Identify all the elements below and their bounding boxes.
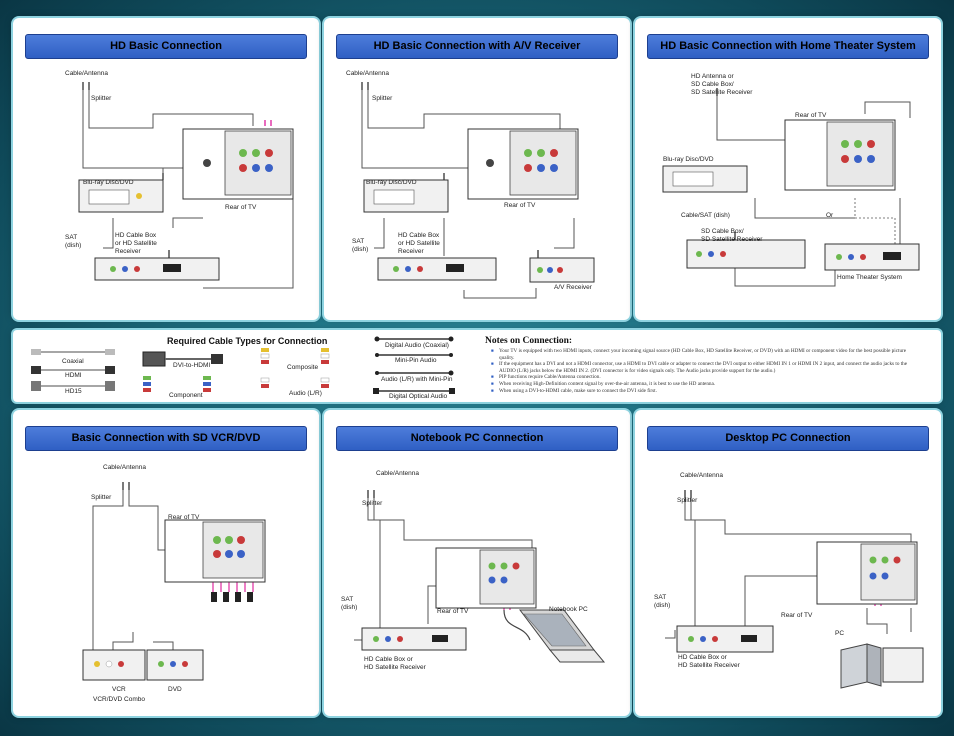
cable-component-label: Component <box>169 392 203 399</box>
panel-av-receiver <box>324 18 630 320</box>
cable-audio-lr-label: Audio (L/R) <box>289 390 322 397</box>
label-cable-sat: Cable/SAT (dish) <box>681 212 730 219</box>
cable-hd15-label: HD15 <box>65 388 82 395</box>
label-hd-antenna: HD Antenna or SD Cable Box/ SD Satellite Receiver <box>691 73 753 96</box>
label-splitter: Splitter <box>91 494 112 501</box>
cable-mini-pin-label: Mini-Pin Audio <box>395 357 437 364</box>
note-item: ■ PIP functions require Cable/Antenna connection. <box>491 374 921 381</box>
note-item: ■ Your TV is equipped with two HDMI inputs, connect your incoming signal source (HD Cable Box, HD Satellite Receiver, or DVD) with an HDMI or component video for the best possible picture quality. <box>491 348 921 361</box>
cable-digital-optical-label: Digital Optical Audio <box>389 393 448 400</box>
panel-title: HD Basic Connection with Home Theater System <box>647 34 929 59</box>
note-item: ■ When receiving High-Definition content signal by over-the-air antenna, it is best to use the HD antenna. <box>491 381 921 388</box>
panel-title: Notebook PC Connection <box>336 426 618 451</box>
hd-basic-diagram <box>13 18 319 320</box>
label-splitter: Splitter <box>362 500 383 507</box>
label-bluray: Blu-ray Disc/DVD <box>366 179 417 186</box>
panel-hd-basic <box>13 18 319 320</box>
pc-tower <box>841 644 867 688</box>
label-notebook: Notebook PC <box>549 606 588 613</box>
panel-home-theater <box>635 18 941 320</box>
panel-desktop-pc <box>635 410 941 716</box>
cable-types-title: Required Cable Types for Connection <box>167 336 328 346</box>
vcr-unit <box>83 650 145 680</box>
middle-strip <box>13 330 941 402</box>
label-combo: VCR/DVD Combo <box>93 696 146 703</box>
notes-title: Notes on Connection: <box>485 336 573 346</box>
sd-vcr-dvd-diagram <box>13 410 319 716</box>
cable-audio-minipin-label: Audio (L/R) with Mini-Pin <box>381 376 453 383</box>
label-rear-tv: Rear of TV <box>781 612 813 619</box>
label-sat: SAT (dish) <box>352 238 369 253</box>
label-sd-cablebox: SD Cable Box/ SD Satellite Receiver <box>701 228 763 243</box>
label-bluray: Blu-ray Disc/DVD <box>663 156 714 163</box>
cable-types-diagram <box>13 330 483 402</box>
label-vcr: VCR <box>112 686 126 693</box>
note-item: ■ If the equipment has a DVI and not a HDMI connector, use a HDMI to DVI cable or adapter to connect the DVI output to either HDMI IN 1 or HDMI IN 2 input, and connect the audio jacks to the AUDIO (L/R) jacks below the HDMI IN 2. (DVI connector is for video signals only. The Audio jacks provide support for the audio.) <box>491 361 921 374</box>
panel-title: HD Basic Connection with A/V Receiver <box>336 34 618 59</box>
label-sat: SAT (dish) <box>341 596 358 611</box>
label-sat: SAT (dish) <box>654 594 671 609</box>
cable-composite-label: Composite <box>287 364 319 371</box>
label-splitter: Splitter <box>372 95 393 102</box>
label-cable-antenna: Cable/Antenna <box>103 464 147 471</box>
label-cable-antenna: Cable/Antenna <box>346 70 390 77</box>
label-cablebox: HD Cable Box or HD Satellite Receiver <box>398 232 440 255</box>
desktop-pc-diagram <box>635 410 941 716</box>
label-or: Or <box>826 212 834 219</box>
note-item: ■ When using a DVI-to-HDMI cable, make sure to connect the DVI side first. <box>491 388 921 395</box>
av-receiver-diagram <box>324 18 630 320</box>
cable-digital-coax-label: Digital Audio (Coaxial) <box>385 342 449 349</box>
label-cable-antenna: Cable/Antenna <box>65 70 109 77</box>
cable-dvi-hdmi-label: DVI-to-HDMI <box>173 362 211 369</box>
label-cablebox: HD Cable Box or HD Satellite Receiver <box>364 656 426 671</box>
label-cablebox: HD Cable Box or HD Satellite Receiver <box>115 232 157 255</box>
label-dvd: DVD <box>168 686 182 693</box>
label-cable-antenna: Cable/Antenna <box>680 472 724 479</box>
label-home-theater: Home Theater System <box>837 274 902 281</box>
cable-hdmi-label: HDMI <box>65 372 82 379</box>
label-rear-tv: Rear of TV <box>225 204 257 211</box>
label-pc: PC <box>835 630 845 637</box>
label-cablebox: HD Cable Box or HD Satellite Receiver <box>678 654 740 669</box>
sd-cable-box <box>687 240 805 268</box>
label-rear-tv: Rear of TV <box>437 608 469 615</box>
label-rear-tv: Rear of TV <box>168 514 200 521</box>
label-sat: SAT (dish) <box>65 234 82 249</box>
label-av-receiver: A/V Receiver <box>554 284 592 291</box>
panel-sd-vcr-dvd <box>13 410 319 716</box>
label-cable-antenna: Cable/Antenna <box>376 470 420 477</box>
notes-list <box>491 348 921 394</box>
panel-title: HD Basic Connection <box>25 34 307 59</box>
label-bluray: Blu-ray Disc/DVD <box>83 179 134 186</box>
label-splitter: Splitter <box>677 497 698 504</box>
panel-title: Desktop PC Connection <box>647 426 929 451</box>
label-rear-tv: Rear of TV <box>795 112 827 119</box>
panel-notebook-pc <box>324 410 630 716</box>
label-rear-tv: Rear of TV <box>504 202 536 209</box>
cable-coaxial-label: Coaxial <box>62 358 84 365</box>
label-splitter: Splitter <box>91 95 112 102</box>
panel-title: Basic Connection with SD VCR/DVD <box>25 426 307 451</box>
